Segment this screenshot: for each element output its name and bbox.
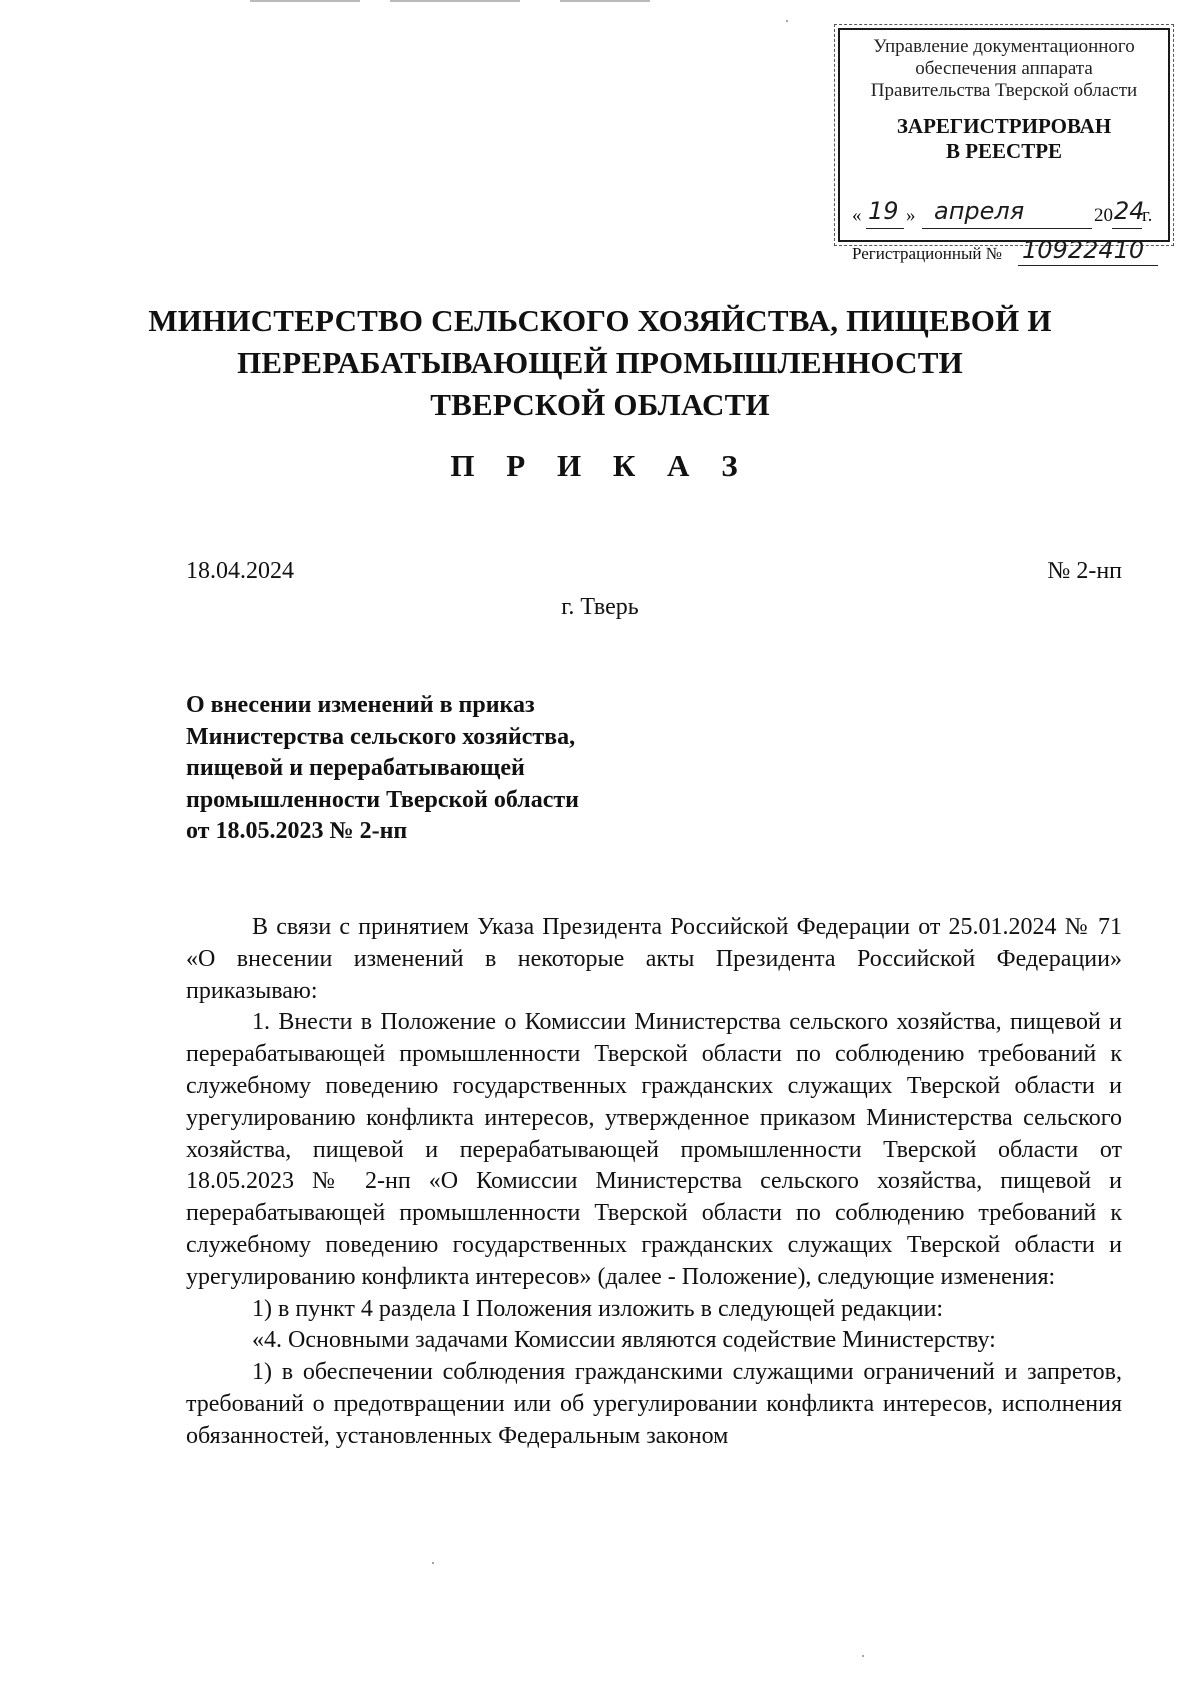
quote-open: « xyxy=(852,205,862,226)
underline xyxy=(866,227,904,229)
order-number: № 2-нп xyxy=(1047,558,1122,584)
body-paragraph: 1. Внести в Положение о Комиссии Министерства сельского хозяйства, пищевой и перерабатывающей промышленности Тверской области по соблюдению требований к служебному поведению государственных гражданских служащих Тверской области и урегулированию конфликта интересов, утвержденное приказом Министерства сельского хозяйства, пищевой и перерабатывающей промышленности Тверской области от 18.05.2023 № 2-нп «О Комиссии Министерства сельского хозяйства, пищевой и перерабатывающей промышленности Тверской области по соблюдению требований к служебному поведению государственных гражданских служащих Тверской области и урегулированию конфликта интересов» (далее - Положение), следующие изменения: xyxy=(186,1009,1122,1290)
underline xyxy=(922,227,1092,229)
stamp-reg-label: Регистрационный № xyxy=(852,244,1002,263)
ministry-line: МИНИСТЕРСТВО СЕЛЬСКОГО ХОЗЯЙСТВА, ПИЩЕВОЙ И xyxy=(148,303,1052,338)
stamp-organization xyxy=(840,36,1168,102)
stamp-date xyxy=(852,197,1162,231)
order-city: г. Тверь xyxy=(561,594,639,620)
body-paragraph: 1) в пункт 4 раздела I Положения изложить в следующей редакции: xyxy=(252,1295,944,1322)
stamp-status-line: ЗАРЕГИСТРИРОВАН xyxy=(896,114,1112,138)
stamp-reg-number: 10922410 xyxy=(1022,236,1145,264)
document-type: П Р И К А З xyxy=(450,448,750,483)
stamp-org-line: Управление документационного xyxy=(873,36,1135,57)
stamp-org-line: Правительства Тверской области xyxy=(870,80,1138,101)
scan-artifact xyxy=(250,0,360,2)
stamp-registration xyxy=(852,236,1162,268)
stamp-year-suffix: 24 xyxy=(1114,197,1145,225)
underline xyxy=(1018,264,1158,266)
order-body xyxy=(186,912,1122,1453)
scan-artifact xyxy=(862,1655,864,1657)
body-paragraph: В связи с принятием Указа Президента Российской Федерации от 25.01.2024 № 71 «О внесении изменений в некоторые акты Президента Российской Федерации» приказываю: xyxy=(186,914,1122,1004)
scan-artifact xyxy=(786,20,788,22)
scan-artifact xyxy=(560,0,650,2)
stamp-status xyxy=(840,114,1168,164)
order-subject xyxy=(186,690,706,848)
scan-artifact xyxy=(432,1562,434,1564)
scan-artifact xyxy=(390,0,520,2)
stamp-status-line: В РЕЕСТРЕ xyxy=(945,139,1063,163)
quote-close: » xyxy=(906,205,916,226)
body-paragraph: 1) в обеспечении соблюдения гражданскими служащими ограничений и запретов, требований о предотвращении или об урегулировании конфликта интересов, исполнения обязанностей, установленных Федеральным законом xyxy=(186,1359,1122,1449)
subject-line: от 18.05.2023 № 2-нп xyxy=(186,818,408,844)
stamp-date-day: 19 xyxy=(868,197,899,225)
underline xyxy=(1112,227,1142,229)
subject-line: О внесении изменений в приказ xyxy=(186,692,535,718)
stamp-year-end: г. xyxy=(1142,205,1153,226)
stamp-year-prefix: 20 xyxy=(1094,205,1113,226)
stamp-org-line: обеспечения аппарата xyxy=(915,58,1093,79)
ministry-line: ПЕРЕРАБАТЫВАЮЩЕЙ ПРОМЫШЛЕННОСТИ xyxy=(237,345,963,380)
subject-line: пищевой и перерабатывающей xyxy=(186,755,525,781)
order-date: 18.04.2024 xyxy=(186,558,294,584)
subject-line: Министерства сельского хозяйства, xyxy=(186,723,576,750)
registration-stamp xyxy=(838,28,1170,264)
body-paragraph: «4. Основными задачами Комиссии являются содействие Министерству: xyxy=(252,1327,996,1354)
ministry-line: ТВЕРСКОЙ ОБЛАСТИ xyxy=(430,387,770,422)
stamp-date-month: апреля xyxy=(934,197,1025,225)
ministry-name xyxy=(100,300,1100,426)
subject-line: промышленности Тверской области xyxy=(186,786,580,813)
